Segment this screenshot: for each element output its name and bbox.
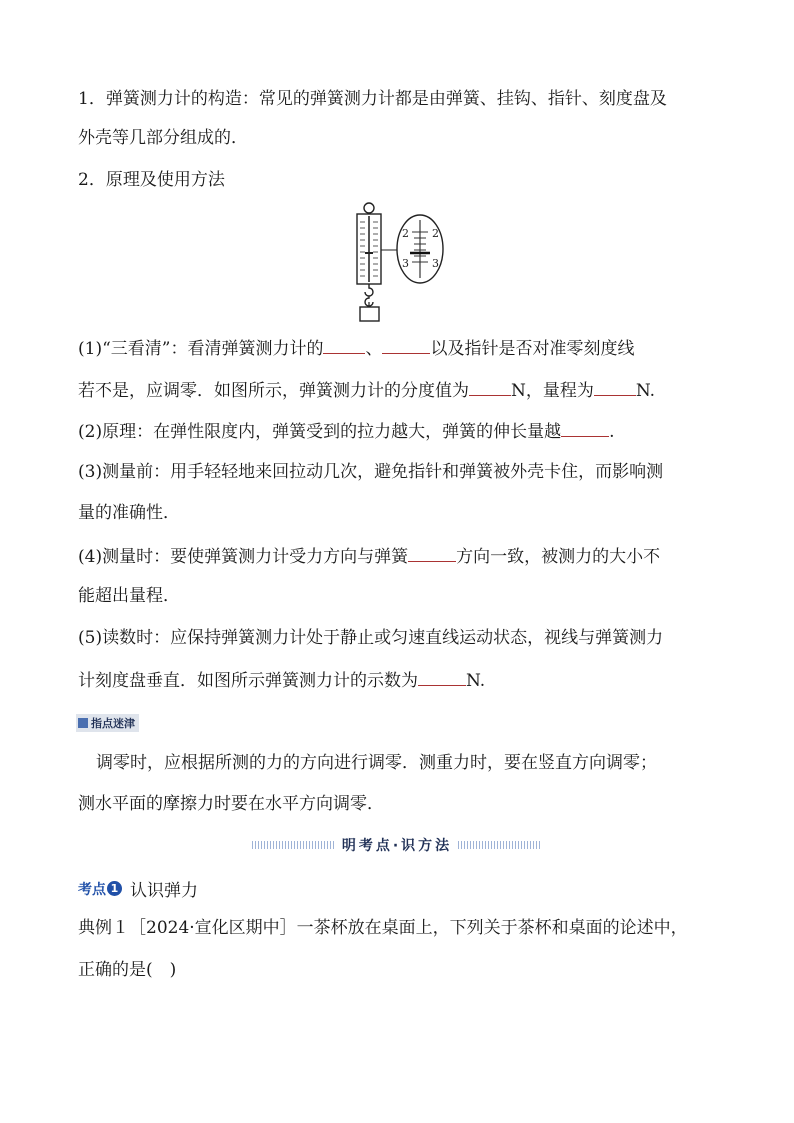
sub-5-line-2: 计刻度盘垂直．如图所示弹簧测力计的示数为 N. (78, 671, 486, 691)
sub-4-line-1: (4)测量时：要使弹簧测力计受力方向与弹簧 方向一致，被测力的大小不 (78, 547, 661, 567)
answer-blank[interactable] (561, 420, 609, 437)
kaodian-heading (78, 876, 198, 901)
kaodian-title: 认识弹力 (130, 881, 198, 901)
answer-blank[interactable] (408, 545, 456, 562)
sub-5-line-1: (5)读数时：应保持弹簧测力计处于静止或匀速直线运动状态，视线与弹簧测力 (78, 628, 664, 648)
scale-mark-right-2: 2 (432, 227, 439, 240)
item-2-heading: 2．原理及使用方法 (78, 170, 225, 190)
item-1-line-2: 外壳等几部分组成的． (78, 128, 248, 148)
tip-line-2: 测水平面的摩擦力时要在水平方向调零． (78, 794, 384, 814)
sub-2-line: (2)原理：在弹性限度内，弹簧受到的拉力越大，弹簧的伸长量越 . (78, 422, 615, 442)
tip-icon (78, 718, 88, 728)
tip-line-1: 调零时，应根据所测的力的方向进行调零．测重力时，要在竖直方向调零； (96, 753, 657, 773)
kaodian-number-badge: 1 (107, 881, 122, 896)
tip-label-box (76, 714, 139, 732)
example-line-1: 典例１［2024·宣化区期中］一茶杯放在桌面上，下列关于茶杯和桌面的论述中， (78, 918, 688, 938)
sub-3-line-1: (3)测量前：用手轻轻地来回拉动几次，避免指针和弹簧被外壳卡住，而影响测 (78, 462, 664, 482)
example-line-2: 正确的是( ) (78, 960, 177, 980)
kaodian-tag: 考点 (78, 881, 106, 898)
banner-title: 明考点·识方法 (336, 835, 458, 855)
spring-scale-figure (344, 198, 474, 324)
answer-blank[interactable] (469, 379, 511, 396)
section-banner (252, 835, 542, 855)
item-1-line-1: 1．弹簧测力计的构造：常见的弹簧测力计都是由弹簧、挂钩、指针、刻度盘及 (78, 89, 667, 109)
scale-mark-right-3: 3 (432, 257, 439, 270)
answer-blank[interactable] (323, 337, 365, 354)
sub-3-line-2: 量的准确性． (78, 503, 180, 523)
scale-mark-left-2: 2 (402, 227, 409, 240)
answer-blank[interactable] (382, 337, 430, 354)
answer-blank[interactable] (594, 379, 636, 396)
scale-mark-left-3: 3 (402, 257, 409, 270)
sub-4-line-2: 能超出量程． (78, 586, 180, 606)
banner-hatch-right (458, 841, 542, 849)
banner-hatch-left (252, 841, 336, 849)
answer-blank[interactable] (418, 669, 466, 686)
sub-1-line-1: (1)“三看清”：看清弹簧测力计的 、 以及指针是否对准零刻度线 (78, 339, 635, 359)
tip-label: 指点迷津 (91, 717, 135, 730)
sub-1-line-2: 若不是，应调零．如图所示，弹簧测力计的分度值为 N，量程为 N. (78, 381, 656, 401)
